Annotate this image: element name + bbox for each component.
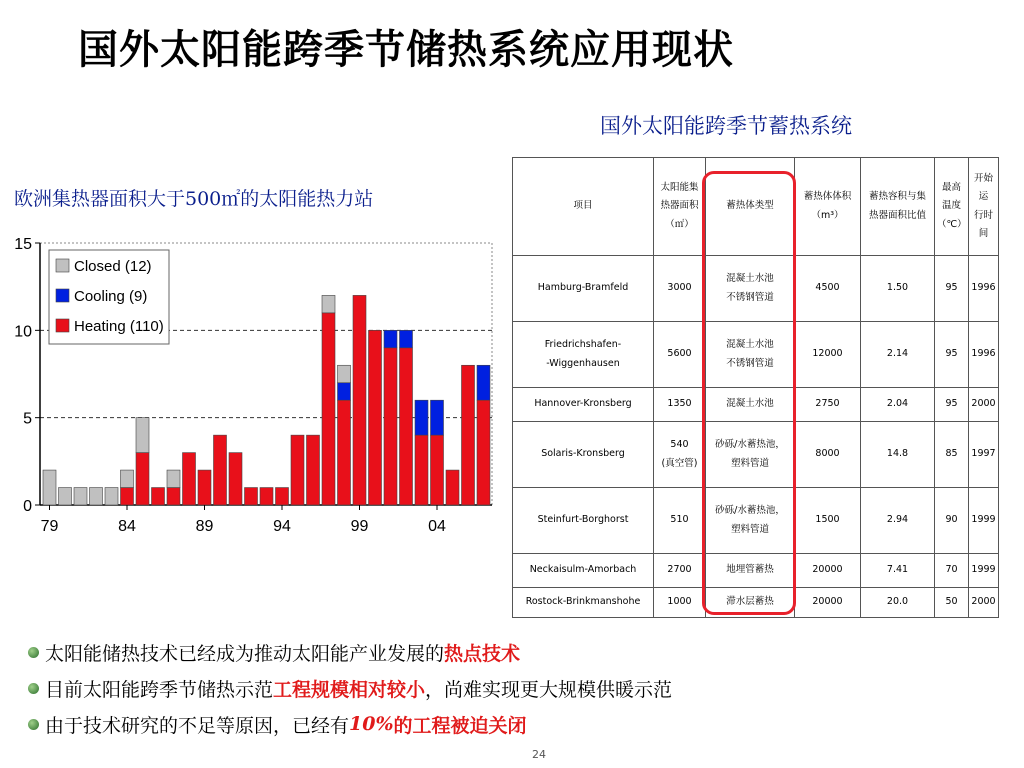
legend-swatch [56,319,69,332]
bar-closed [338,365,351,382]
cell-start: 2000 [969,588,999,618]
bar-heating [415,435,428,505]
bar-heating [136,453,149,505]
cell-start: 1996 [969,256,999,322]
cell-area: 1000 [654,588,706,618]
bar-heating [152,488,165,505]
cell-volume: 8000 [795,422,861,488]
bar-heating [291,435,304,505]
bar-heating [400,348,413,505]
bar-closed [121,470,134,487]
cell-type: 砂砾/水蓄热池， 塑料管道 [706,488,795,554]
bar-heating [198,470,211,505]
bar-heating [353,295,366,505]
cell-start: 1999 [969,554,999,588]
cell-temp: 95 [935,388,969,422]
bar-closed [59,488,72,505]
bar-cooling [384,330,397,347]
cell-area: 1350 [654,388,706,422]
cell-volume: 12000 [795,322,861,388]
cell-type: 滞水层蓄热 [706,588,795,618]
chart-caption: 欧洲集热器面积大于500㎡的太阳能热力站 [14,188,374,210]
bullet-dot-icon [28,647,39,658]
slide-title: 国外太阳能跨季节储热系统应用现状 [78,27,734,73]
cell-ratio: 7.41 [861,554,935,588]
bullet-dot-icon [28,719,39,730]
bar-closed [105,488,118,505]
bar-closed [322,295,335,312]
cell-item: Solaris-Kronsberg [513,422,654,488]
bar-heating [245,488,258,505]
table-caption: 国外太阳能跨季节蓄热系统 [600,114,852,138]
bar-heating [121,488,134,505]
bar-closed [43,470,56,505]
y-tick-label: 15 [14,236,32,253]
table-row [513,488,999,554]
cell-type: 混凝土水池 不锈钢管道 [706,256,795,322]
bar-heating [260,488,273,505]
cell-type: 砂砾/水蓄热池， 塑料管道 [706,422,795,488]
header-ratio: 蓄热容积与集 热器面积比值 [861,158,935,256]
bar-closed [167,470,180,487]
cell-volume: 2750 [795,388,861,422]
bar-cooling [431,400,444,435]
bar-cooling [338,383,351,400]
bar-heating [307,435,320,505]
bar-cooling [477,365,490,400]
y-tick-label: 10 [14,323,32,341]
bar-heating [183,453,196,505]
x-tick-label: 99 [350,518,369,535]
bar-heating [431,435,444,505]
bar-heating [229,453,242,505]
bar-closed [136,418,149,453]
cell-temp: 70 [935,554,969,588]
bar-heating [369,330,382,505]
cell-item: Rostock-Brinkmanshohe [513,588,654,618]
cell-volume: 20000 [795,554,861,588]
cell-item: Steinfurt-Borghorst [513,488,654,554]
cell-item: Hannover-Kronsberg [513,388,654,422]
bar-cooling [400,330,413,347]
legend-label: Closed (12) [74,258,152,275]
legend-label: Cooling (9) [74,288,148,305]
x-tick-label: 89 [195,518,214,535]
table-row [513,388,999,422]
cell-start: 2000 [969,388,999,422]
x-tick-label: 94 [273,518,291,535]
legend-swatch [56,259,69,272]
bar-heating [446,470,459,505]
cell-temp: 95 [935,322,969,388]
x-tick-label: 84 [118,518,136,535]
cell-volume: 20000 [795,588,861,618]
cell-temp: 85 [935,422,969,488]
cell-area: 3000 [654,256,706,322]
bar-heating [384,348,397,505]
cell-ratio: 1.50 [861,256,935,322]
cell-type: 地埋管蓄热 [706,554,795,588]
legend-swatch [56,289,69,302]
header-volume: 蓄热体体积 （m³） [795,158,861,256]
x-tick-label: 04 [428,518,446,535]
solar-heating-station-chart [0,225,500,555]
bar-closed [90,488,103,505]
bar-heating [477,400,490,505]
cell-volume: 1500 [795,488,861,554]
header-temp: 最高 温度 （℃） [935,158,969,256]
cell-item: Neckaisulm-Amorbach [513,554,654,588]
cell-ratio: 2.04 [861,388,935,422]
cell-volume: 4500 [795,256,861,322]
cell-start: 1996 [969,322,999,388]
page-number: 24 [532,748,546,761]
bar-cooling [415,400,428,435]
cell-ratio: 2.94 [861,488,935,554]
table-header-row [513,158,999,256]
header-type: 蓄热体类型 [706,158,795,256]
cell-ratio: 14.8 [861,422,935,488]
bullet-2: 目前太阳能跨季节储热示范 工程规模相对较小 ，尚难实现更大规模供暖示范 [28,670,1008,706]
table-row [513,256,999,322]
header-start: 开始运 行时间 [969,158,999,256]
cell-area: 510 [654,488,706,554]
bar-closed [74,488,87,505]
bullet-dot-icon [28,683,39,694]
header-area: 太阳能集 热器面积 （㎡） [654,158,706,256]
cell-ratio: 20.0 [861,588,935,618]
cell-temp: 95 [935,256,969,322]
legend-label: Heating (110) [74,318,164,335]
bar-heating [338,400,351,505]
cell-temp: 90 [935,488,969,554]
bar-heating [276,488,289,505]
seasonal-storage-table [512,157,999,618]
cell-type: 混凝土水池 不锈钢管道 [706,322,795,388]
bullet-1: 太阳能储热技术已经成为推动太阳能产业发展的 热点技术 [28,634,1008,670]
y-tick-label: 5 [23,410,32,428]
cell-temp: 50 [935,588,969,618]
cell-type: 混凝土水池 [706,388,795,422]
bar-heating [322,313,335,505]
cell-item: Hamburg-Bramfeld [513,256,654,322]
cell-area: 540 (真空管) [654,422,706,488]
cell-start: 1997 [969,422,999,488]
bullet-list [28,634,1008,742]
cell-item: Friedrichshafen- -Wiggenhausen [513,322,654,388]
cell-area: 5600 [654,322,706,388]
cell-ratio: 2.14 [861,322,935,388]
table-row [513,554,999,588]
bar-heating [167,488,180,505]
bar-heating [214,435,227,505]
x-tick-label: 79 [40,518,59,535]
bullet-3: 由于技术研究的不足等原因，已经有 10% 的工程被迫关闭 [28,706,1008,742]
table-row [513,422,999,488]
table-row [513,588,999,618]
cell-start: 1999 [969,488,999,554]
header-item: 项目 [513,158,654,256]
y-tick-label: 0 [23,498,32,515]
table-row [513,322,999,388]
cell-area: 2700 [654,554,706,588]
bar-heating [462,365,475,505]
